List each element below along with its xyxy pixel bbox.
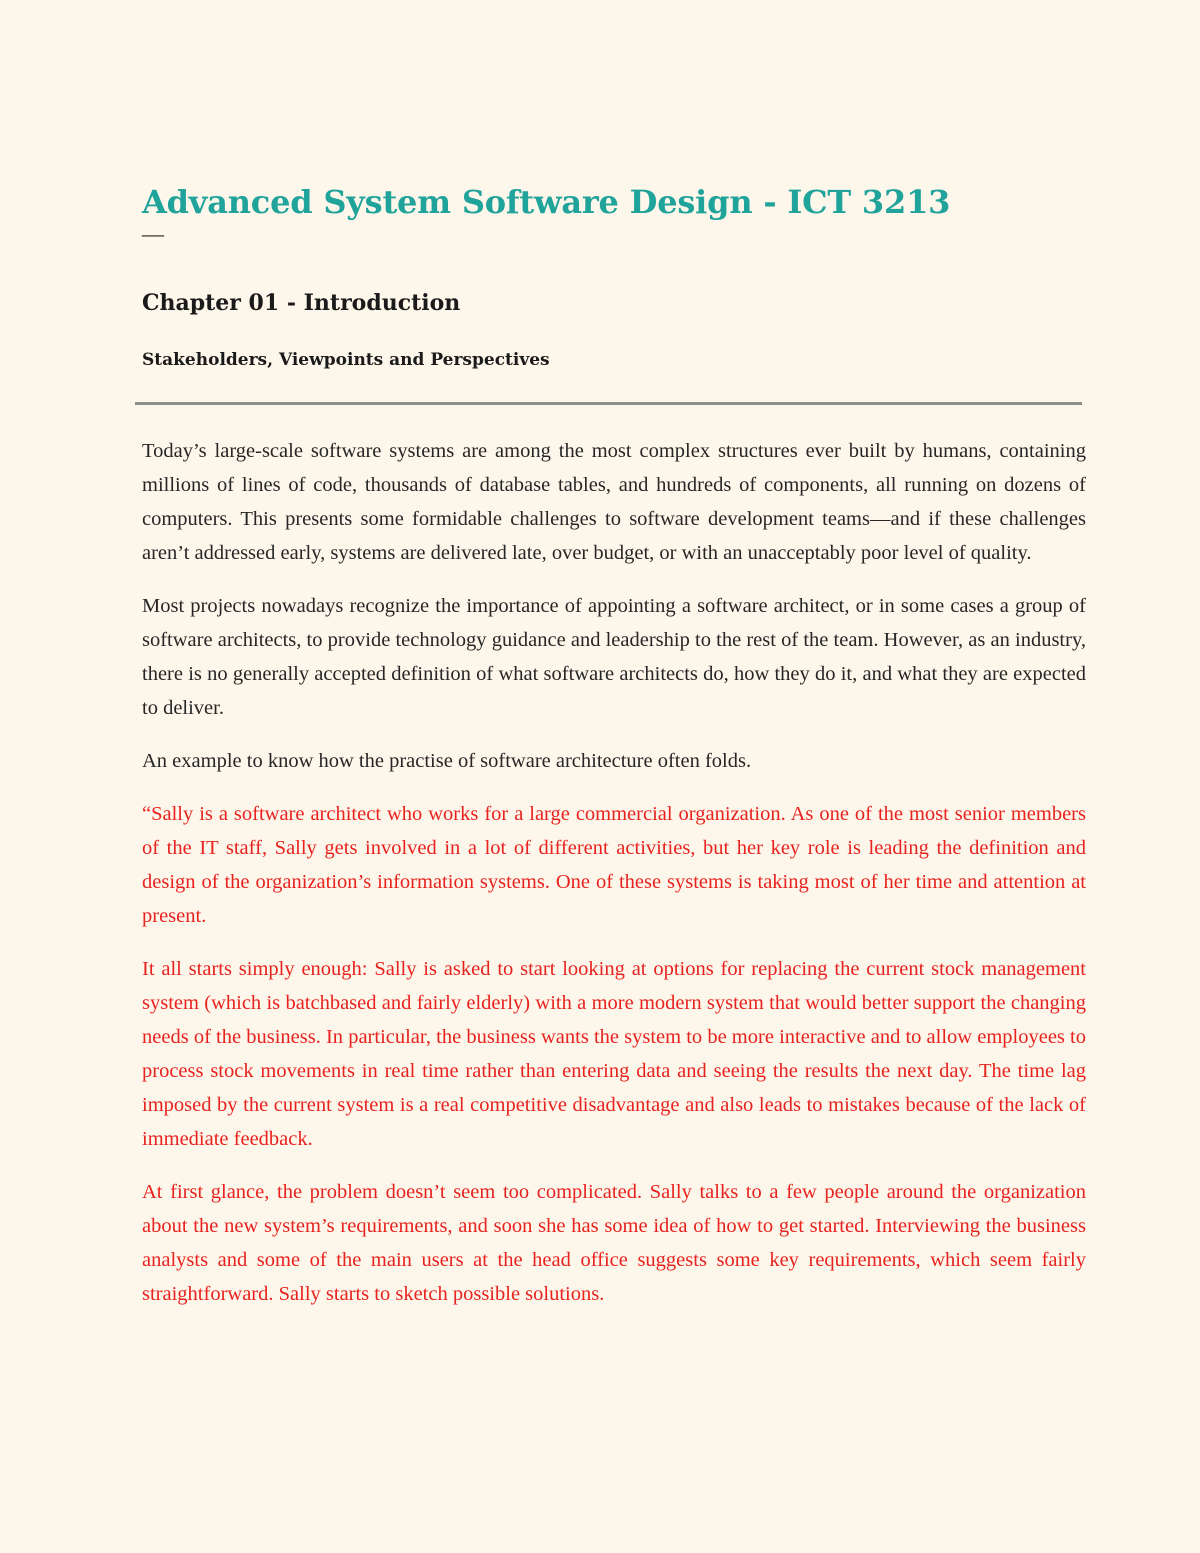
paragraph-intro: Today’s large-scale software systems are among the most complex structures ever built by humans, containing millions of lines of code, thousands of database tables, and hundreds of components, all running on dozens of computers. This presents some formidable challenges to software development teams—and if these challenges aren’t addressed early, systems are delivered late, over budget, or with an unacceptably poor level of quality. xyxy=(142,440,1086,564)
section-title: Stakeholders, Viewpoints and Perspectives xyxy=(142,350,550,370)
example-paragraph-first-glance: At first glance, the problem doesn’t seem too complicated. Sally talks to a few people around the organization about the new system’s requirements, and soon she has some idea of how to get started. Interviewing the business analysts and some of the main users at the head office suggests some key requirements, which seem fairly straightforward. Sally starts to sketch possible solutions. xyxy=(142,1181,1086,1305)
document-header xyxy=(142,180,1086,372)
paragraph-architect-role: Most projects nowadays recognize the importance of appointing a software architect, or in some cases a group of software architects, to provide technology guidance and leadership to the rest of the team. However, as an industry, there is no generally accepted definition of what software architects do, how they do it, and what they are expected to deliver. xyxy=(142,595,1086,719)
paragraph-example-lead: An example to know how the practise of software architecture often folds. xyxy=(142,750,752,772)
title-dash: — xyxy=(142,221,164,246)
chapter-title: Chapter 01 - Introduction xyxy=(142,290,461,316)
section-divider xyxy=(135,402,1082,405)
example-paragraph-sally: “Sally is a software architect who works for a large commercial organization. As one of the most senior members of the IT staff, Sally gets involved in a lot of different activities, but her key role is leading the definition and design of the organization’s information systems. One of these systems is taking most of her time and attention at present. xyxy=(142,803,1086,927)
example-paragraph-stock-system: It all starts simply enough: Sally is asked to start looking at options for replacing the current stock management system (which is batchbased and fairly elderly) with a more modern system that would better support the changing needs of the business. In particular, the business wants the system to be more interactive and to allow employees to process stock movements in real time rather than entering data and seeing the results the next day. The time lag imposed by the current system is a real competitive disadvantage and also leads to mistakes because of the lack of immediate feedback. xyxy=(142,958,1086,1150)
document-body xyxy=(142,434,1086,1330)
document-title: Advanced System Software Design - ICT 3213 xyxy=(142,183,951,221)
